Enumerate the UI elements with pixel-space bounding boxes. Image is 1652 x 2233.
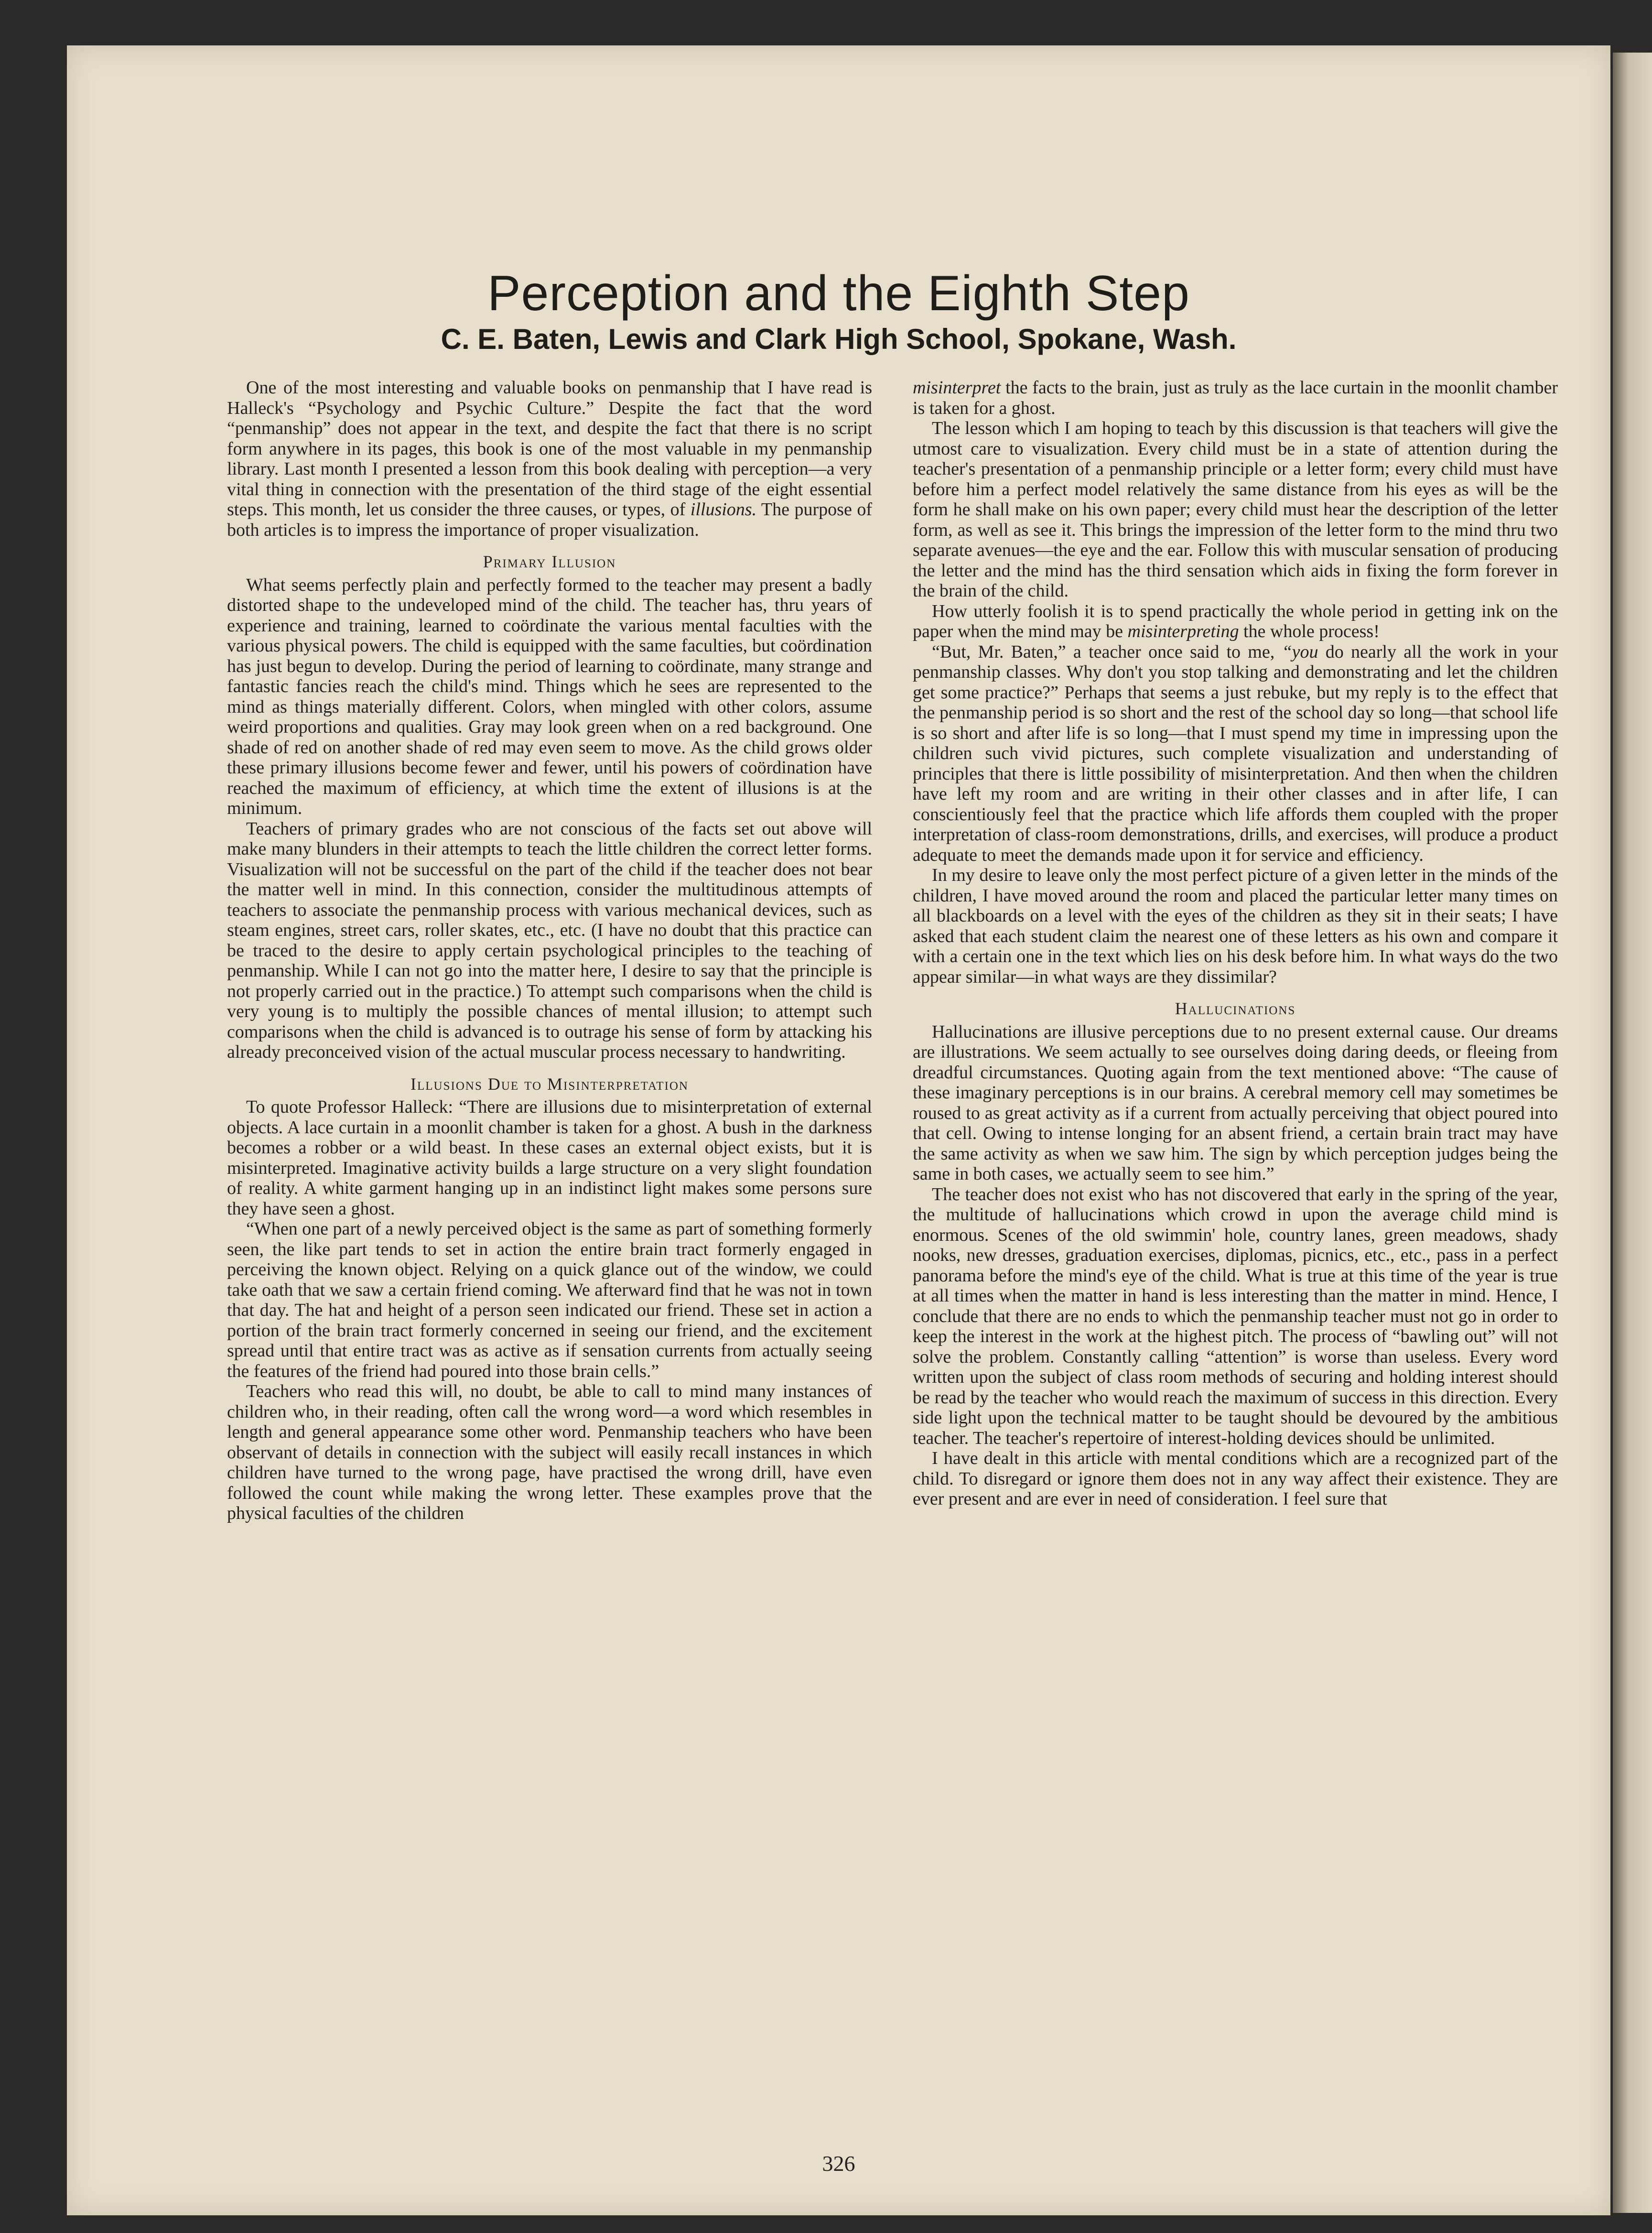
left-column [227,378,872,1524]
article-title: Perception and the Eighth Step [487,266,1190,321]
right-column [913,378,1558,1509]
section-heading: Illusions Due to Misinterpretation [410,1074,689,1094]
section-heading: Primary Illusion [483,552,616,571]
paragraph: The teacher does not exist who has not discovered that early in the spring of the year, the multitude of hallucinations which crowd in upon the average child mind is enormous. Scenes of the old swimmin' hole, country lanes, green meadows, shady nooks, new dresses, graduation exercises, diplomas, picnics, etc., etc., pass in a perfect panorama before the mind's eye of the child. What is true at this time of the year is true at all times when the matter in hand is less interesting than the matter in mind. Hence, I conclude that there are no ends to which the penmanship teacher must not go in order to keep the interest in the work at the highest pitch. The process of “bawling out” will not solve the problem. Constantly calling “attention” is worse than useless. Every word written upon the subject of class room methods of securing and holding interest should be read by the teacher who would reach the maximum of success in this direction. Every side light upon the technical matter to be taught should be devoured by the ambitious teacher. The teacher's repertoire of interest-holding devices should be unlimited. [913,1184,1558,1448]
page-number: 326 [822,2151,855,2176]
paragraph: “When one part of a newly perceived object is the same as part of something formerly seen, the like part tends to set in action the entire brain tract formerly engaged in perceiving the known object. Relying on a quick glance out of the window, we could take oath that we saw a certain friend coming. We afterward find that he was not in town that day. The hat and height of a person seen indicated our friend. These set in action a portion of the brain tract formerly concerned in seeing our friend, and the excitement spread until that entire tract was as active as if sensation currents from actually seeing the features of the friend had poured into those brain cells.” [227,1219,872,1381]
article-byline: C. E. Baten, Lewis and Clark High School, Spokane, Wash. [441,323,1237,355]
paragraph: “But, Mr. Baten,” a teacher once said to me, “you do nearly all the work in your penmanship classes. Why don't you stop talking and demonstrating and let the children get some practice?” Perhaps that seems a just rebuke, but my reply is to the effect that the penmanship period is so short and the rest of the school day so long—that school life is so short and after life is so long—that I must spend my time in impressing upon the children such vivid pictures, such complete visualization and understanding of principles that there is little possibility of misinterpretation. And then when the children have left my room and are writing in their other classes and in after life, I can conscientiously feel that the practice which life affords them coupled with the proper interpretation of class-room demonstrations, drills, and exercises, will produce a product adequate to meet the demands made upon it for service and efficiency. [913,641,1558,865]
paragraph: The lesson which I am hoping to teach by this discussion is that teachers will give the utmost care to visualization. Every child must be in a state of attention during the teacher's presentation of a penmanship principle or a letter form; every child must have before him a perfect model relatively the same distance from his eyes as will be the form he shall make on his own paper; every child must hear the description of the letter form, as well as see it. This brings the impression of the letter form to the mind thru two separate avenues—the eye and the ear. Follow this with muscular sensation of producing the letter and the mind has the third sensation which aids in fixing the form forever in the brain of the child. [913,418,1558,601]
paragraph: One of the most interesting and valuable books on penmanship that I have read is Halleck's “Psychology and Psychic Culture.” Despite the fact that the word “penmanship” does not appear in the text, and despite the fact that there is no script form anywhere in its pages, this book is one of the most valuable in my penmanship library. Last month I presented a lesson from this book dealing with perception—a very vital thing in connection with the presentation of the third stage of the eight essential steps. This month, let us consider the three causes, or types, of illusions. The purpose of both articles is to impress the importance of proper visualization. [227,378,872,540]
paragraph: To quote Professor Halleck: “There are illusions due to misinterpretation of external objects. A lace curtain in a moonlit chamber is taken for a ghost. A bush in the darkness becomes a robber or a wild beast. In these cases an external object exists, but it is misinterpreted. Imaginative activity builds a large structure on a very slight foundation of reality. A white garment hanging up in an indistinct light makes some persons sure they have seen a ghost. [227,1097,872,1219]
paragraph: I have dealt in this article with mental conditions which are a recognized part of the child. To disregard or ignore them does not in any way affect their existence. They are ever present and are ever in need of consideration. I feel sure that [913,1448,1558,1509]
paragraph: misinterpret the facts to the brain, just as truly as the lace curtain in the moonlit chamber is taken for a ghost. [913,378,1558,418]
paragraph: What seems perfectly plain and perfectly formed to the teacher may present a badly distorted shape to the undeveloped mind of the child. The teacher has, thru years of experience and training, learned to coördinate the various mental faculties with the various physical powers. The child is equipped with the same faculties, but coördination has just begun to develop. During the period of learning to coördinate, many strange and fantastic fancies reach the child's mind. Things which he sees are represented to the mind as things materially different. Colors, when mingled with other colors, assume weird proportions and qualities. Gray may look green when on a red background. One shade of red on another shade of red may even seem to move. As the child grows older these primary illusions become fewer and fewer, until his powers of coördination have reached the maximum of efficiency, at which time the extent of illusions is at the minimum. [227,575,872,818]
paragraph: How utterly foolish it is to spend practically the whole period in getting ink on the paper when the mind may be misinterpreting the whole process! [913,601,1558,641]
paragraph: Hallucinations are illusive perceptions due to no present external cause. Our dreams are illustrations. We seem actually to see ourselves doing daring deeds, or fleeing from dreadful circumstances. Quoting again from the text mentioned above: “The cause of these imaginary perceptions is in our brains. A cerebral memory cell may sometimes be roused to as great activity as if a current from actually perceiving that object poured into that cell. Owing to intense longing for an absent friend, a certain brain tract may have the same activity as when we saw him. The sign by which perception judges being the same in both cases, we actually seem to see him.” [913,1021,1558,1184]
paragraph: Teachers of primary grades who are not conscious of the facts set out above will make many blunders in their attempts to teach the little children the correct letter forms. Visualization will not be successful on the part of the child if the teacher does not bear the matter well in mind. In this connection, consider the multitudinous attempts of teachers to associate the penmanship process with various mechanical devices, such as steam engines, street cars, roller skates, etc., etc. (I have no doubt that this practice can be traced to the desire to apply certain psychological principles to the teaching of penmanship. While I can not go into the matter here, I desire to say that the principle is not properly carried out in the practice.) To attempt such comparisons when the child is very young is to multiply the possible chances of mental illusion; to attempt such comparisons when the child is advanced is to outrage his sense of form by attacking his already preconceived vision of the actual muscular process necessary to handwriting. [227,818,872,1062]
section-heading: Hallucinations [1175,999,1296,1018]
paragraph: In my desire to leave only the most perfect picture of a given letter in the minds of the children, I have moved around the room and placed the particular letter many times on all blackboards on a level with the eyes of the children as they sit in their seats; I have asked that each student claim the nearest one of these letters as his own and compare it with a certain one in the text which lies on his desk before him. In what ways do the two appear similar—in what ways are they dissimilar? [913,865,1558,987]
paragraph: Teachers who read this will, no doubt, be able to call to mind many instances of children who, in their reading, often call the wrong word—a word which resembles in length and general appearance some other word. Penmanship teachers who have been observant of details in connection with the subject will easily recall instances in which children have turned to the wrong page, have practised the wrong drill, have even followed the count while making the wrong letter. These examples prove that the physical faculties of the children [227,1381,872,1523]
next-page-edge [1613,53,1652,2213]
